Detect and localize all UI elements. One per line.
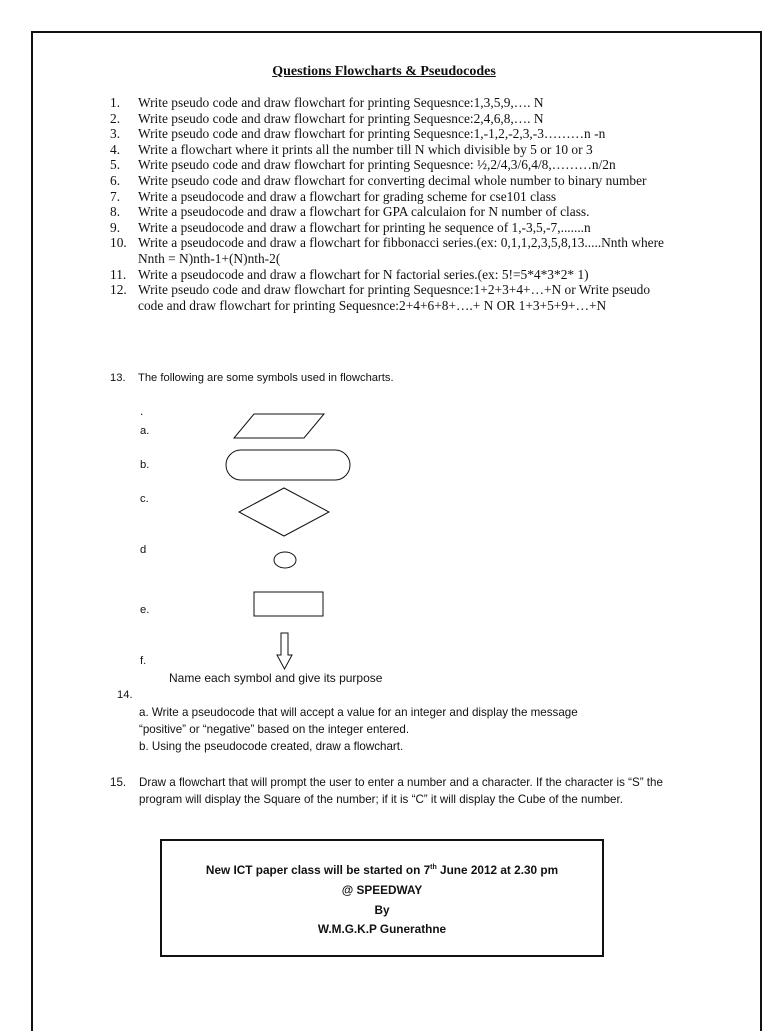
parallelogram-symbol xyxy=(234,414,324,438)
connector-circle-symbol xyxy=(274,552,296,568)
flow-arrow-symbol xyxy=(277,633,292,669)
question-number: 9. xyxy=(110,219,121,235)
question-number: 6. xyxy=(110,172,121,188)
question-text: The following are some symbols used in flowcharts. xyxy=(138,372,394,384)
question-number: 2. xyxy=(110,110,121,126)
notice-line-teacher: W.M.G.K.P Gunerathne xyxy=(317,922,447,937)
question-number: 12. xyxy=(110,282,127,298)
stray-dot: . xyxy=(140,404,144,418)
question-number: 10. xyxy=(110,235,127,251)
question-number: 15. xyxy=(110,776,127,789)
symbol-label-f: f. xyxy=(140,655,147,667)
question-text: Write pseudo code and draw flowchart for printing Sequesnce:1+2+3+4+…+N or Write pseudo code and draw flowchart for printing Sequesnce:2+4+6+8+….+ N OR 1+3+5+9+…+N xyxy=(138,282,651,313)
notice-line-date: New ICT paper class will be started on 7th June 2012 at 2.30 pm xyxy=(205,862,559,877)
symbol-label-b: b. xyxy=(140,459,150,471)
question-text: Write a pseudocode and draw a flowchart for grading scheme for cse101 class xyxy=(138,188,557,204)
question-14-part-a-continued: “positive” or “negative” based on the integer entered. xyxy=(139,723,410,736)
question-14-number: 14. xyxy=(117,689,133,701)
question-number: 7. xyxy=(110,188,121,204)
question-number: 1. xyxy=(110,95,121,110)
question-number: 5. xyxy=(110,157,121,173)
symbol-label-e: e. xyxy=(140,604,150,616)
page-title: Questions Flowcharts & Pseudocodes xyxy=(272,64,496,79)
process-rectangle-symbol xyxy=(254,592,323,616)
question-text: Write a flowchart where it prints all the number till N which divisible by 5 or 10 or 3 xyxy=(138,141,593,157)
question-text: Write pseudo code and draw flowchart for printing Sequesnce:1,3,5,9,…. N xyxy=(138,95,544,110)
question-number: 11. xyxy=(110,266,127,282)
symbol-label-a: a. xyxy=(140,425,150,437)
question-14-part-a: a. Write a pseudocode that will accept a value for an integer and display the message xyxy=(139,706,578,719)
symbol-label-d: d xyxy=(140,544,147,556)
question-15 xyxy=(110,774,690,809)
question-text: Write a pseudocode and draw a flowchart for GPA calculaion for N number of class. xyxy=(138,204,590,220)
notice-line-venue: @ SPEEDWAY xyxy=(341,882,423,897)
notice-line-by: By xyxy=(374,902,390,917)
question-text: Write pseudo code and draw flowchart for printing Sequesnce: ½,2/4,3/6,4/8,………n/2n xyxy=(138,157,616,173)
class-notice-box xyxy=(160,839,604,957)
question-text: Draw a flowchart that will prompt the user to enter a number and a character. If the character is “S” the program will display the Square of the number; if it is “C” it will display the Cube of the number. xyxy=(139,776,663,807)
symbol-instruction: Name each symbol and give its purpose xyxy=(169,671,383,685)
question-text: Write pseudo code and draw flowchart for printing Sequesnce:2,4,6,8,…. N xyxy=(138,110,544,126)
terminator-symbol xyxy=(226,450,350,480)
question-text: Write pseudo code and draw flowchart for printing Sequesnce:1,-1,2,-2,3,-3………n -n xyxy=(138,126,606,142)
question-text: Write a pseudocode and draw a flowchart for N factorial series.(ex: 5!=5*4*3*2* 1) xyxy=(138,266,589,282)
question-number: 4. xyxy=(110,141,121,157)
symbol-label-c: c. xyxy=(140,493,149,505)
question-text: Write pseudo code and draw flowchart for converting decimal whole number to binary number xyxy=(138,172,647,188)
question-text: Write a pseudocode and draw a flowchart for printing he sequence of 1,-3,5,-7,.......n xyxy=(138,219,591,235)
question-number: 8. xyxy=(110,204,121,220)
question-number: 13. xyxy=(110,372,126,384)
question-number: 3. xyxy=(110,126,121,142)
question-14-part-b: b. Using the pseudocode created, draw a flowchart. xyxy=(139,740,404,753)
question-text: Write a pseudocode and draw a flowchart for fibbonacci series.(ex: 0,1,1,2,3,5,8,13.....Nnth where Nnth = N)nth-1+(N)nth-2( xyxy=(138,235,664,266)
decision-diamond-symbol xyxy=(239,488,329,536)
